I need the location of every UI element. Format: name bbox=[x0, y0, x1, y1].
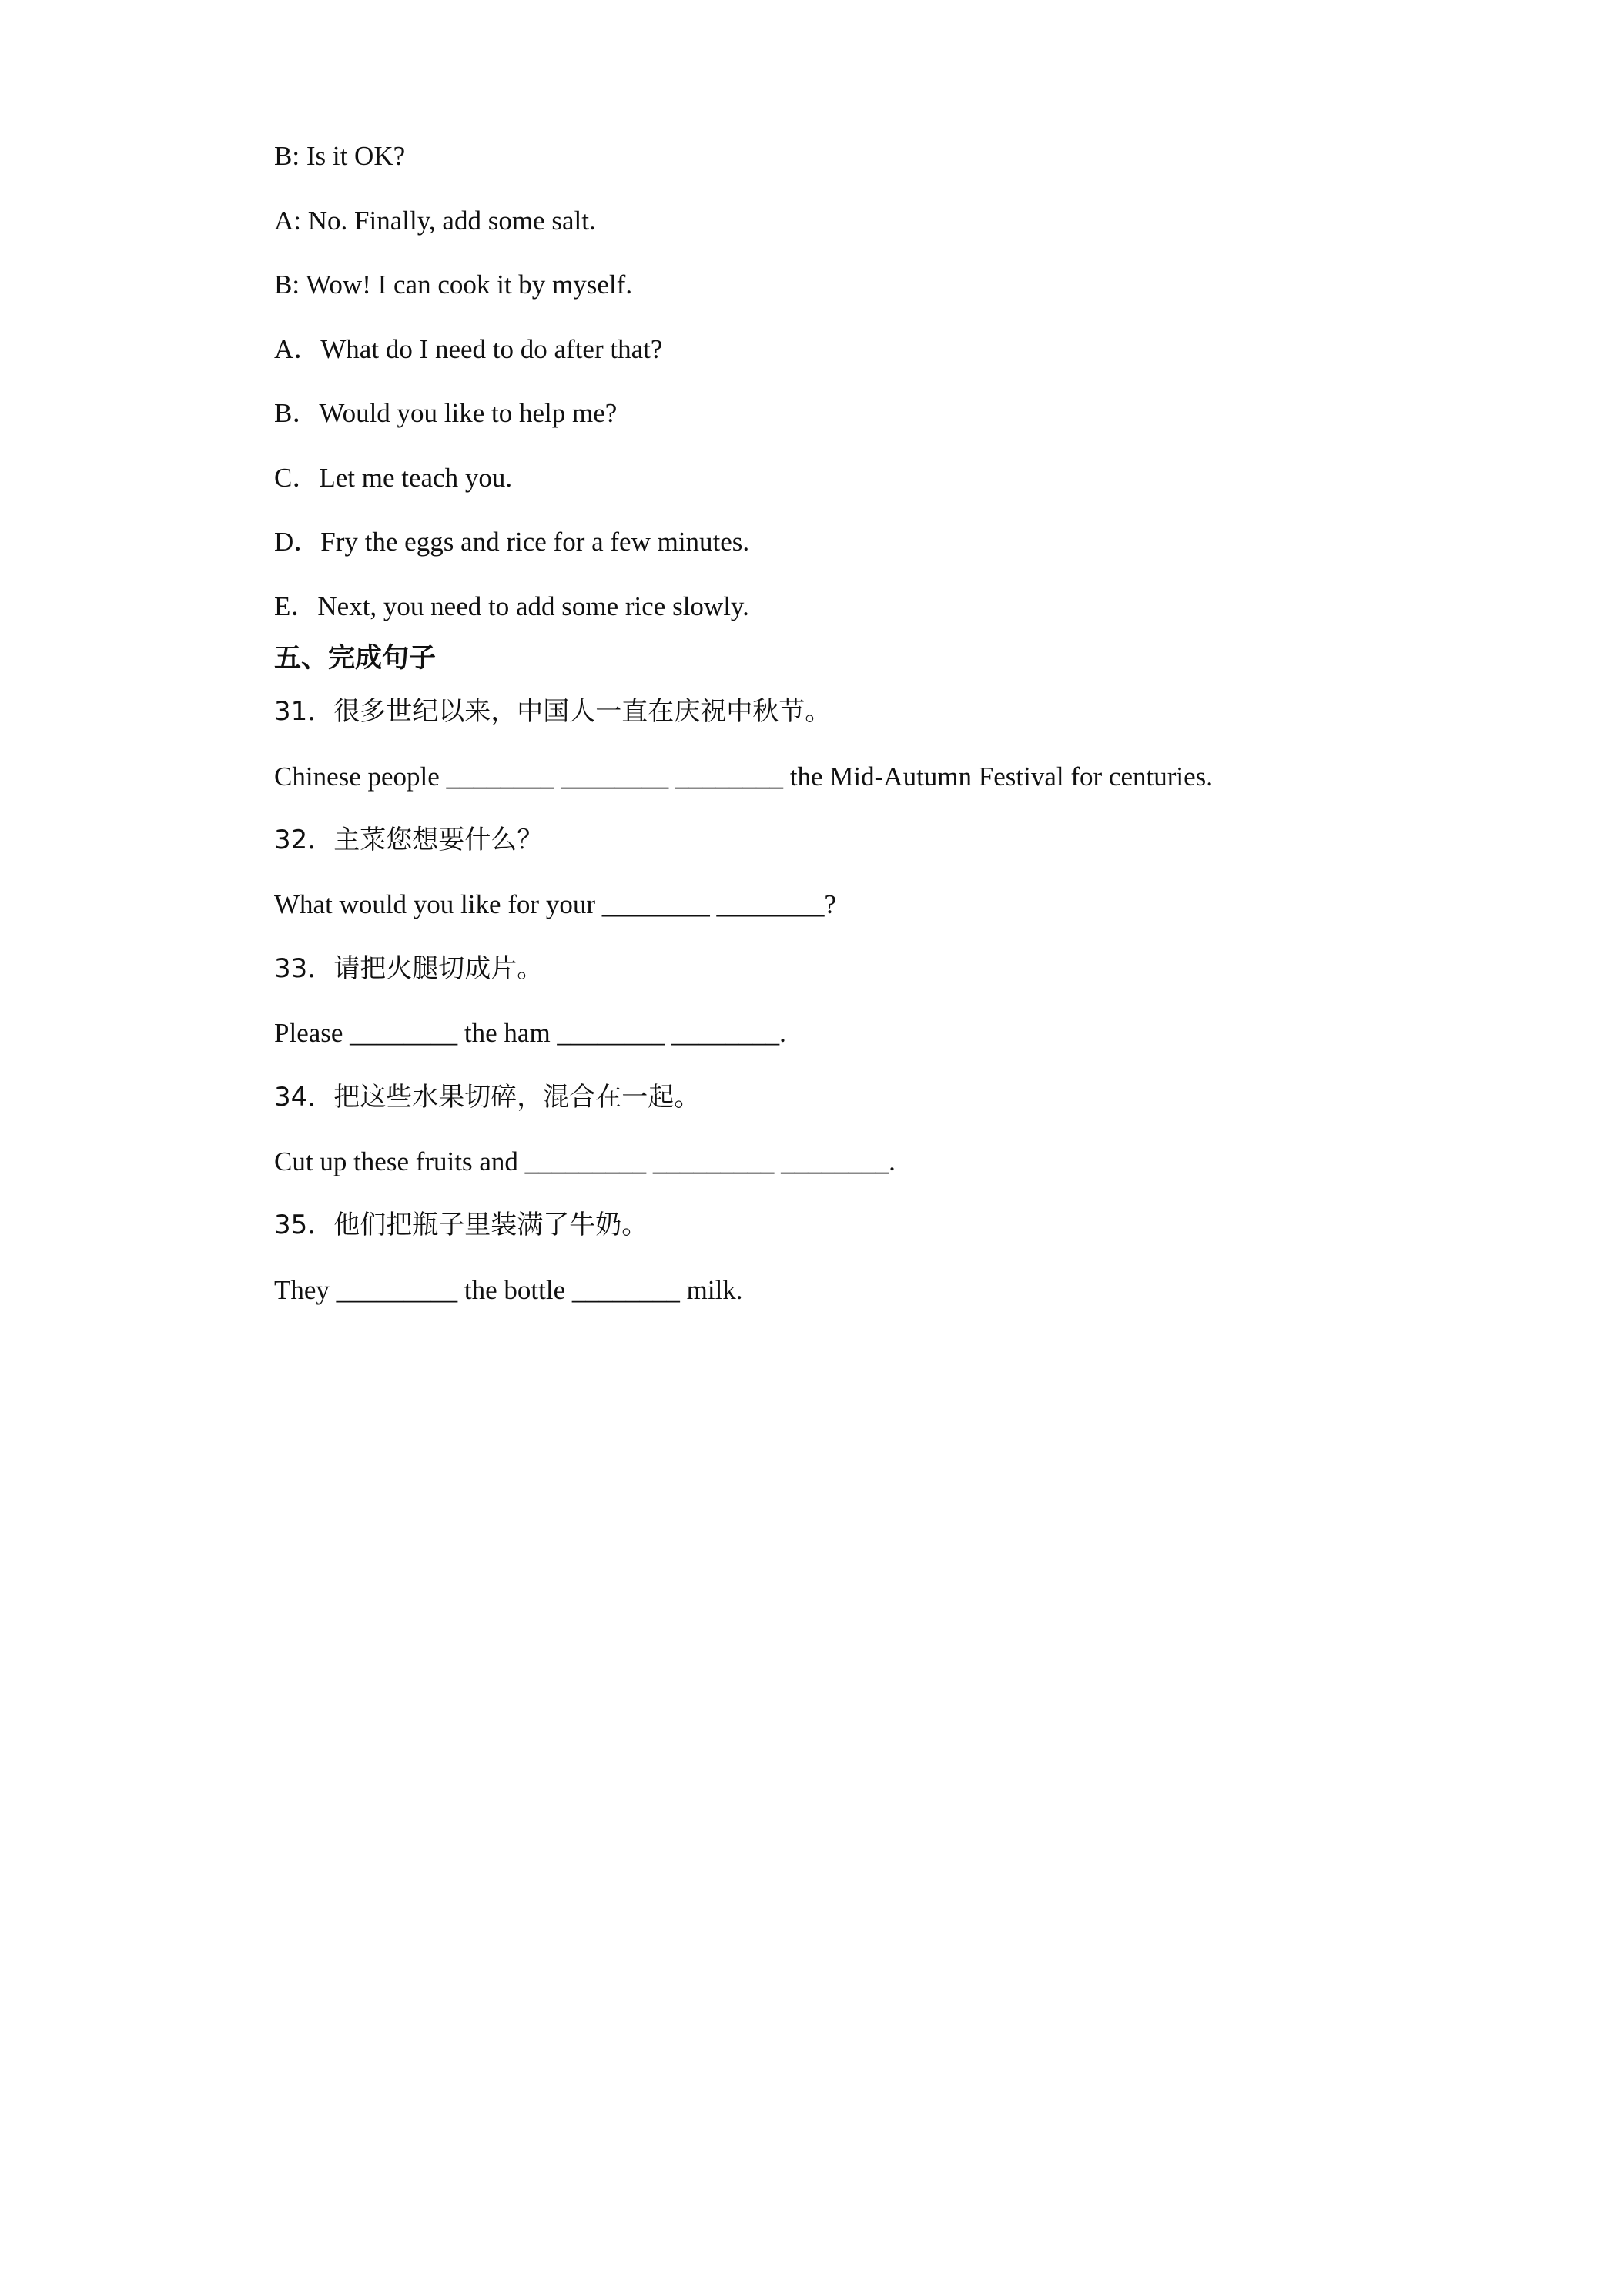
option-a: A．What do I need to do after that? bbox=[274, 334, 663, 364]
dialogue-line-b-is-it-ok: B: Is it OK? bbox=[274, 141, 406, 171]
question-33-sentence: Please ________ the ham ________ ________. bbox=[274, 1018, 786, 1048]
question-32-sentence: What would you like for your ________ ________? bbox=[274, 889, 837, 919]
option-c: C．Let me teach you. bbox=[274, 463, 513, 493]
question-34-sentence: Cut up these fruits and _________ _________ ________. bbox=[274, 1146, 896, 1176]
question-31-prompt: 31．很多世纪以来，中国人一直在庆祝中秋节。 bbox=[274, 696, 832, 727]
dialogue-line-b-cook-myself: B: Wow! I can cook it by myself. bbox=[274, 269, 633, 300]
question-34-prompt: 34．把这些水果切碎，混合在一起。 bbox=[274, 1082, 701, 1113]
question-32-prompt: 32．主菜您想要什么？ bbox=[274, 825, 544, 855]
question-35-sentence: They _________ the bottle ________ milk. bbox=[274, 1275, 743, 1305]
question-35-prompt: 35．他们把瓶子里装满了牛奶。 bbox=[274, 1210, 648, 1240]
question-33-prompt: 33．请把火腿切成片。 bbox=[274, 953, 544, 984]
option-e: E．Next, you need to add some rice slowly. bbox=[274, 591, 749, 621]
dialogue-line-a-add-salt: A: No. Finally, add some salt. bbox=[274, 206, 596, 236]
section-heading: 五、完成句子 bbox=[274, 643, 437, 674]
option-d: D．Fry the eggs and rice for a few minutes. bbox=[274, 527, 750, 557]
option-b: B．Would you like to help me? bbox=[274, 398, 618, 428]
question-31-sentence: Chinese people ________ ________ ________ the Mid-Autumn Festival for centuries. bbox=[274, 761, 1214, 792]
